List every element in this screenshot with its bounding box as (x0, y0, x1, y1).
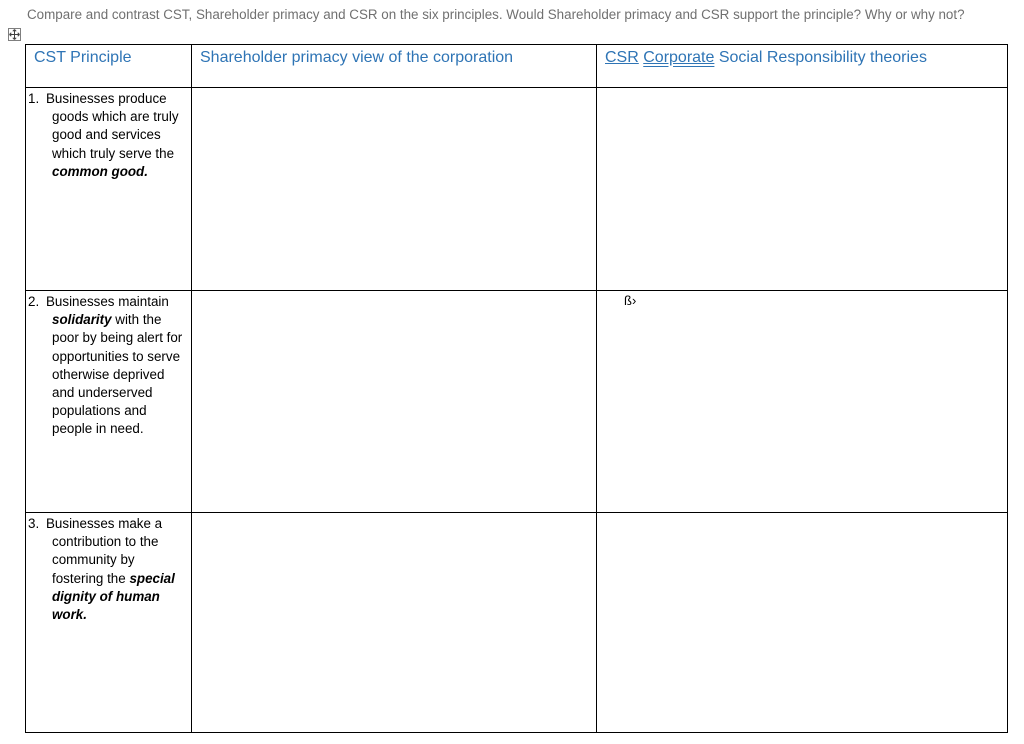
header-csr-abbr: CSR (605, 49, 639, 66)
header-csr-theories[interactable] (597, 45, 1008, 88)
header-csr-rest: Social Responsibility theories (718, 49, 927, 66)
shareholder-answer-cell-1[interactable] (192, 88, 597, 291)
principle-number: 1. (28, 91, 40, 106)
csr-answer-cell-2[interactable] (597, 291, 1008, 513)
principle-number: 2. (28, 294, 40, 309)
csr-answer-text: ß› (624, 293, 637, 308)
header-shareholder-primacy-label: Shareholder primacy view of the corporation (200, 49, 514, 66)
principle-cell-1[interactable] (26, 88, 192, 291)
principle-text: Businesses maintain (46, 294, 169, 309)
csr-answer-cell-3[interactable] (597, 513, 1008, 733)
principle-text: Businesses make a contribution to the community by fostering the (46, 516, 163, 586)
header-csr-word-corporate: Corporate (643, 49, 715, 66)
table-row (26, 513, 1008, 733)
shareholder-answer-cell-2[interactable] (192, 291, 597, 513)
instructions-text: Compare and contrast CST, Shareholder primacy and CSR on the six principles. Would Shareholder primacy and CSR support the principle? Why or why not? (27, 7, 965, 22)
header-cst-principle[interactable] (26, 45, 192, 88)
shareholder-answer-cell-3[interactable] (192, 513, 597, 733)
principle-emphasis: common good. (52, 163, 148, 179)
header-cst-principle-label: CST Principle (34, 49, 132, 66)
comparison-table (25, 44, 1008, 733)
principle-text-continued: with the poor by being alert for opportunities to serve otherwise deprived and underserved populations and people in need. (52, 312, 183, 437)
principle-text: Businesses produce goods which are truly good and services which truly serve the (46, 91, 179, 161)
table-move-handle-icon[interactable] (8, 28, 21, 41)
header-shareholder-primacy[interactable] (192, 45, 597, 88)
table-header-row (26, 45, 1008, 88)
principle-cell-3[interactable] (26, 513, 192, 733)
principle-cell-2[interactable] (26, 291, 192, 513)
table-row (26, 88, 1008, 291)
principle-emphasis: special dignity of human work. (52, 570, 175, 623)
csr-answer-cell-1[interactable] (597, 88, 1008, 291)
principle-number: 3. (28, 516, 40, 531)
table-row (26, 291, 1008, 513)
principle-emphasis: solidarity (52, 312, 112, 328)
